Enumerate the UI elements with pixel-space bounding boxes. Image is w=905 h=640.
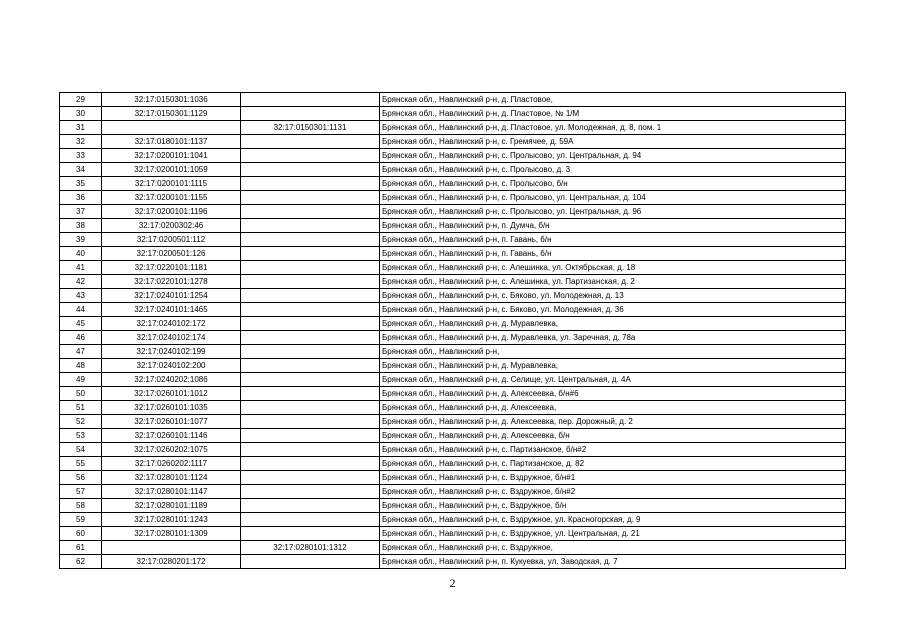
row-number-cell: 51 — [60, 401, 102, 415]
cadastral-number-cell: 32:17:0280101:1124 — [102, 471, 241, 485]
address-cell: Брянская обл., Навлинский р-н, п. Гавань, б/н — [380, 233, 846, 247]
table-row — [60, 107, 846, 121]
table-row — [60, 513, 846, 527]
cadastral-number-alt-cell — [241, 191, 380, 205]
cadastral-number-alt-cell: 32:17:0280101:1312 — [241, 541, 380, 555]
cadastral-number-alt-cell — [241, 485, 380, 499]
cadastral-number-alt-cell — [241, 513, 380, 527]
table-row — [60, 359, 846, 373]
row-number-cell: 57 — [60, 485, 102, 499]
cadastral-number-cell: 32:17:0280101:1189 — [102, 499, 241, 513]
row-number-cell: 40 — [60, 247, 102, 261]
cadastral-number-alt-cell — [241, 303, 380, 317]
table-row — [60, 485, 846, 499]
cadastral-table — [59, 92, 846, 569]
cadastral-number-cell: 32:17:0150301:1129 — [102, 107, 241, 121]
cadastral-number-cell: 32:17:0200302:46 — [102, 219, 241, 233]
row-number-cell: 43 — [60, 289, 102, 303]
address-cell: Брянская обл., Навлинский р-н, д. Селище, ул. Центральная, д. 4А — [380, 373, 846, 387]
table-row — [60, 275, 846, 289]
cadastral-number-alt-cell — [241, 527, 380, 541]
row-number-cell: 36 — [60, 191, 102, 205]
table-row — [60, 471, 846, 485]
cadastral-number-alt-cell — [241, 233, 380, 247]
cadastral-number-cell: 32:17:0260101:1146 — [102, 429, 241, 443]
row-number-cell: 60 — [60, 527, 102, 541]
cadastral-number-cell: 32:17:0200101:1196 — [102, 205, 241, 219]
cadastral-number-alt-cell — [241, 163, 380, 177]
address-cell: Брянская обл., Навлинский р-н, д. Муравлевка, — [380, 359, 846, 373]
table-row — [60, 499, 846, 513]
cadastral-number-cell: 32:17:0260101:1077 — [102, 415, 241, 429]
table-row — [60, 219, 846, 233]
row-number-cell: 35 — [60, 177, 102, 191]
table-row — [60, 317, 846, 331]
address-cell: Брянская обл., Навлинский р-н, с. Пролысово, ул. Центральная, д. 96 — [380, 205, 846, 219]
row-number-cell: 55 — [60, 457, 102, 471]
table-row — [60, 457, 846, 471]
table-row — [60, 135, 846, 149]
row-number-cell: 56 — [60, 471, 102, 485]
address-cell: Брянская обл., Навлинский р-н, с. Бяково, ул. Молодежная, д. 36 — [380, 303, 846, 317]
cadastral-number-cell: 32:17:0200101:1155 — [102, 191, 241, 205]
cadastral-number-alt-cell — [241, 359, 380, 373]
row-number-cell: 46 — [60, 331, 102, 345]
address-cell: Брянская обл., Навлинский р-н, п. Кукуевка, ул. Заводская, д. 7 — [380, 555, 846, 569]
row-number-cell: 59 — [60, 513, 102, 527]
cadastral-number-cell — [102, 121, 241, 135]
cadastral-number-cell: 32:17:0260101:1035 — [102, 401, 241, 415]
cadastral-number-cell: 32:17:0200501:126 — [102, 247, 241, 261]
cadastral-number-alt-cell — [241, 149, 380, 163]
cadastral-number-alt-cell — [241, 261, 380, 275]
cadastral-number-alt-cell — [241, 387, 380, 401]
row-number-cell: 29 — [60, 93, 102, 107]
row-number-cell: 52 — [60, 415, 102, 429]
cadastral-number-cell: 32:17:0180101:1137 — [102, 135, 241, 149]
address-cell: Брянская обл., Навлинский р-н, с. Партизанское, б/н#2 — [380, 443, 846, 457]
address-cell: Брянская обл., Навлинский р-н, с. Вздружное, ул. Красногорская, д. 9 — [380, 513, 846, 527]
row-number-cell: 32 — [60, 135, 102, 149]
row-number-cell: 41 — [60, 261, 102, 275]
cadastral-number-cell: 32:17:0240102:174 — [102, 331, 241, 345]
address-cell: Брянская обл., Навлинский р-н, с. Вздружное, б/н#2 — [380, 485, 846, 499]
cadastral-number-alt-cell — [241, 471, 380, 485]
address-cell: Брянская обл., Навлинский р-н, с. Пролысово, ул. Центральная, д. 104 — [380, 191, 846, 205]
cadastral-number-alt-cell — [241, 93, 380, 107]
cadastral-number-cell: 32:17:0260202:1117 — [102, 457, 241, 471]
cadastral-number-cell: 32:17:0260202:1075 — [102, 443, 241, 457]
address-cell: Брянская обл., Навлинский р-н, с. Вздружное, ул. Центральная, д. 21 — [380, 527, 846, 541]
table-row — [60, 303, 846, 317]
address-cell: Брянская обл., Навлинский р-н, д. Алексеевка, — [380, 401, 846, 415]
cadastral-number-cell: 32:17:0260101:1012 — [102, 387, 241, 401]
cadastral-number-alt-cell — [241, 345, 380, 359]
row-number-cell: 33 — [60, 149, 102, 163]
cadastral-number-cell: 32:17:0240101:1254 — [102, 289, 241, 303]
table-row — [60, 443, 846, 457]
cadastral-number-alt-cell — [241, 443, 380, 457]
address-cell: Брянская обл., Навлинский р-н, д. Пластовое, ул. Молодежная, д. 8, пом. 1 — [380, 121, 846, 135]
table-row — [60, 93, 846, 107]
cadastral-number-cell: 32:17:0280101:1243 — [102, 513, 241, 527]
address-cell: Брянская обл., Навлинский р-н, с. Пролысово, б/н — [380, 177, 846, 191]
row-number-cell: 30 — [60, 107, 102, 121]
row-number-cell: 50 — [60, 387, 102, 401]
cadastral-number-cell: 32:17:0220101:1278 — [102, 275, 241, 289]
cadastral-number-alt-cell — [241, 401, 380, 415]
cadastral-number-alt-cell — [241, 275, 380, 289]
row-number-cell: 53 — [60, 429, 102, 443]
row-number-cell: 34 — [60, 163, 102, 177]
address-cell: Брянская обл., Навлинский р-н, п. Гавань, б/н — [380, 247, 846, 261]
address-cell: Брянская обл., Навлинский р-н, с. Партизанское, д. 82 — [380, 457, 846, 471]
row-number-cell: 62 — [60, 555, 102, 569]
cadastral-number-alt-cell — [241, 317, 380, 331]
table-row — [60, 177, 846, 191]
table-row — [60, 191, 846, 205]
cadastral-number-alt-cell — [241, 107, 380, 121]
row-number-cell: 42 — [60, 275, 102, 289]
address-cell: Брянская обл., Навлинский р-н, с. Вздружное, б/н — [380, 499, 846, 513]
address-cell: Брянская обл., Навлинский р-н, д. Муравлевка, ул. Заречная, д. 78а — [380, 331, 846, 345]
address-cell: Брянская обл., Навлинский р-н, с. Вздружное, — [380, 541, 846, 555]
table-row — [60, 555, 846, 569]
table-row — [60, 149, 846, 163]
row-number-cell: 37 — [60, 205, 102, 219]
address-cell: Брянская обл., Навлинский р-н, д. Пластовое, № 1/М — [380, 107, 846, 121]
cadastral-number-cell: 32:17:0280101:1309 — [102, 527, 241, 541]
cadastral-number-alt-cell — [241, 331, 380, 345]
cadastral-number-alt-cell — [241, 205, 380, 219]
cadastral-number-cell: 32:17:0200101:1041 — [102, 149, 241, 163]
table-row — [60, 345, 846, 359]
table-row — [60, 233, 846, 247]
cadastral-number-cell: 32:17:0280201:172 — [102, 555, 241, 569]
table-row — [60, 541, 846, 555]
cadastral-number-alt-cell — [241, 135, 380, 149]
page-number: 2 — [449, 576, 456, 590]
row-number-cell: 48 — [60, 359, 102, 373]
cadastral-number-cell: 32:17:0240102:200 — [102, 359, 241, 373]
cadastral-number-cell: 32:17:0240202:1086 — [102, 373, 241, 387]
table-row — [60, 163, 846, 177]
table-row — [60, 415, 846, 429]
cadastral-number-alt-cell: 32:17:0150301:1131 — [241, 121, 380, 135]
row-number-cell: 49 — [60, 373, 102, 387]
cadastral-number-cell: 32:17:0240102:199 — [102, 345, 241, 359]
row-number-cell: 61 — [60, 541, 102, 555]
table-row — [60, 289, 846, 303]
cadastral-number-cell: 32:17:0280101:1147 — [102, 485, 241, 499]
cadastral-number-alt-cell — [241, 373, 380, 387]
address-cell: Брянская обл., Навлинский р-н, д. Пластовое, — [380, 93, 846, 107]
table-row — [60, 387, 846, 401]
address-cell: Брянская обл., Навлинский р-н, с. Пролысово, ул. Центральная, д. 94 — [380, 149, 846, 163]
table-row — [60, 429, 846, 443]
table-row — [60, 373, 846, 387]
row-number-cell: 54 — [60, 443, 102, 457]
table-row — [60, 121, 846, 135]
table-row — [60, 261, 846, 275]
row-number-cell: 39 — [60, 233, 102, 247]
table-row — [60, 401, 846, 415]
table-row — [60, 527, 846, 541]
table-row — [60, 247, 846, 261]
cadastral-number-cell: 32:17:0150301:1036 — [102, 93, 241, 107]
address-cell: Брянская обл., Навлинский р-н, д. Муравлевка, — [380, 317, 846, 331]
row-number-cell: 38 — [60, 219, 102, 233]
cadastral-number-alt-cell — [241, 429, 380, 443]
address-cell: Брянская обл., Навлинский р-н, с. Алешинка, ул. Октябрьская, д. 18 — [380, 261, 846, 275]
cadastral-number-alt-cell — [241, 289, 380, 303]
cadastral-number-alt-cell — [241, 457, 380, 471]
cadastral-number-cell: 32:17:0240102:172 — [102, 317, 241, 331]
row-number-cell: 44 — [60, 303, 102, 317]
cadastral-number-cell: 32:17:0200101:1115 — [102, 177, 241, 191]
cadastral-number-cell — [102, 541, 241, 555]
address-cell: Брянская обл., Навлинский р-н, с. Алешинка, ул. Партизанская, д. 2 — [380, 275, 846, 289]
address-cell: Брянская обл., Навлинский р-н, д. Алексеевка, пер. Дорожный, д. 2 — [380, 415, 846, 429]
cadastral-number-alt-cell — [241, 247, 380, 261]
table-row — [60, 205, 846, 219]
cadastral-number-alt-cell — [241, 219, 380, 233]
row-number-cell: 45 — [60, 317, 102, 331]
address-cell: Брянская обл., Навлинский р-н, д. Алексеевка, б/н — [380, 429, 846, 443]
address-cell: Брянская обл., Навлинский р-н, с. Вздружное, б/н#1 — [380, 471, 846, 485]
address-cell: Брянская обл., Навлинский р-н, с. Пролысово, д. 3 — [380, 163, 846, 177]
table-body — [60, 93, 846, 569]
address-cell: Брянская обл., Навлинский р-н, — [380, 345, 846, 359]
address-cell: Брянская обл., Навлинский р-н, д. Алексеевка, б/н#6 — [380, 387, 846, 401]
cadastral-number-alt-cell — [241, 555, 380, 569]
row-number-cell: 31 — [60, 121, 102, 135]
cadastral-number-alt-cell — [241, 415, 380, 429]
cadastral-number-cell: 32:17:0200101:1059 — [102, 163, 241, 177]
address-cell: Брянская обл., Навлинский р-н, с. Гремячее, д. 59А — [380, 135, 846, 149]
row-number-cell: 58 — [60, 499, 102, 513]
cadastral-number-alt-cell — [241, 499, 380, 513]
cadastral-number-cell: 32:17:0240101:1465 — [102, 303, 241, 317]
address-cell: Брянская обл., Навлинский р-н, с. Бяково, ул. Молодежная, д. 13 — [380, 289, 846, 303]
address-cell: Брянская обл., Навлинский р-н, п. Думча, б/н — [380, 219, 846, 233]
row-number-cell: 47 — [60, 345, 102, 359]
cadastral-number-alt-cell — [241, 177, 380, 191]
cadastral-number-cell: 32:17:0200501:112 — [102, 233, 241, 247]
table-row — [60, 331, 846, 345]
cadastral-number-cell: 32:17:0220101:1181 — [102, 261, 241, 275]
